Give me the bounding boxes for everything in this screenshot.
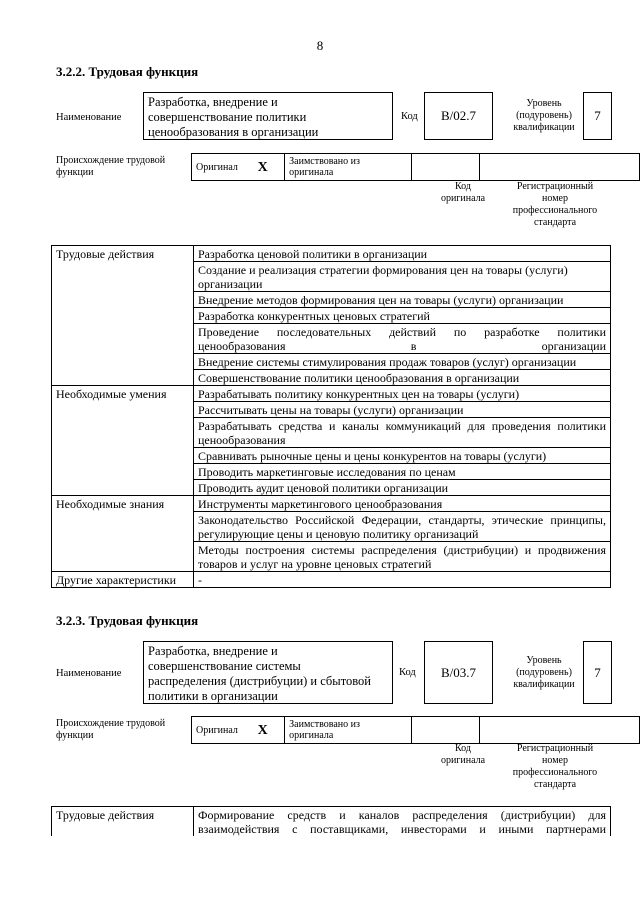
borrowed-line: оригинала xyxy=(289,167,334,178)
table-row: Проводить маркетинговые исследования по ценам xyxy=(194,464,611,480)
caption-line: профессионального xyxy=(512,767,598,778)
borrowed-line: Заимствовано из xyxy=(289,156,360,167)
page-number: 8 xyxy=(316,38,324,53)
level-label-line: Уровень xyxy=(526,98,562,109)
level-label-line: (подуровень) xyxy=(516,667,572,678)
origin-label-line: функции xyxy=(56,730,94,741)
origin-label xyxy=(56,718,165,742)
name-line: ценообразования в организации xyxy=(148,125,319,139)
caption-line: Код xyxy=(455,181,471,192)
level-label xyxy=(500,655,588,691)
original-label: Оригинал xyxy=(192,717,254,744)
level-label xyxy=(500,98,588,134)
level-label-line: (подуровень) xyxy=(516,110,572,121)
code-label: Код xyxy=(399,667,416,678)
origin-table xyxy=(191,716,640,744)
caption-line: номер xyxy=(542,193,568,204)
borrowed-label xyxy=(285,154,412,181)
qualification-level: 7 xyxy=(583,92,612,140)
name-label: Наименование xyxy=(56,112,122,123)
caption-line: Код xyxy=(455,743,471,754)
group-label: Трудовые действия xyxy=(52,807,194,837)
name-line: Разработка, внедрение и xyxy=(148,644,278,658)
caption-line: номер xyxy=(542,755,568,766)
function-name-box xyxy=(143,641,393,704)
name-line: политики в организации xyxy=(148,689,278,703)
section-title: 3.2.3. Трудовая функция xyxy=(56,613,199,628)
table-row: Методы построения системы распределения (дистрибуции) и продвижения товаров и услуг на уровне ценовых стратегий xyxy=(194,542,611,572)
orig-code-cell xyxy=(412,717,480,744)
caption-line: профессионального xyxy=(512,205,598,216)
original-mark: X xyxy=(254,717,285,744)
function-details-table xyxy=(51,806,611,836)
reg-caption xyxy=(503,181,607,229)
name-line: Разработка, внедрение и xyxy=(148,95,278,109)
group-label: Необходимые знания xyxy=(52,496,194,572)
group-label: Другие характеристики xyxy=(52,572,194,588)
table-row: Формирование средств и каналов распределения (дистрибуции) для взаимодействия с поставщиками, инвесторами и иными партнерами xyxy=(194,807,611,837)
code-orig-caption xyxy=(430,181,496,205)
table-row: Рассчитывать цены на товары (услуги) организации xyxy=(194,402,611,418)
orig-code-cell xyxy=(412,154,480,181)
name-label: Наименование xyxy=(56,668,122,679)
name-line: совершенствование системы xyxy=(148,659,301,673)
level-label-line: квалификации xyxy=(513,679,575,690)
reg-caption xyxy=(503,743,607,791)
table-row: Создание и реализация стратегии формирования цен на товары (услуги) организации xyxy=(194,262,611,292)
reg-number-cell xyxy=(480,717,640,744)
reg-number-cell xyxy=(480,154,640,181)
code-orig-caption xyxy=(430,743,496,767)
table-row: Разработка конкурентных ценовых стратегий xyxy=(194,308,611,324)
group-label: Необходимые умения xyxy=(52,386,194,496)
original-mark: X xyxy=(254,154,285,181)
table-row: Внедрение системы стимулирования продаж товаров (услуг) организации xyxy=(194,354,611,370)
origin-label-line: Происхождение трудовой xyxy=(56,718,166,729)
function-details-table xyxy=(51,245,611,588)
caption-line: оригинала xyxy=(440,755,486,766)
level-label-line: квалификации xyxy=(513,122,575,133)
borrowed-label xyxy=(285,717,412,744)
table-row: Законодательство Российской Федерации, стандарты, этические принципы, регулирующие цены и ценовую политику организаций xyxy=(194,512,611,542)
table-row: Сравнивать рыночные цены и цены конкурентов на товары (услуги) xyxy=(194,448,611,464)
qualification-level: 7 xyxy=(583,641,612,704)
table-row: Разработка ценовой политики в организации xyxy=(194,246,611,262)
caption-line: оригинала xyxy=(440,193,486,204)
table-row: Проводить аудит ценовой политики организации xyxy=(194,480,611,496)
caption-line: Регистрационный xyxy=(516,743,594,754)
function-code: B/02.7 xyxy=(424,92,493,140)
section-title: 3.2.2. Трудовая функция xyxy=(56,64,199,79)
group-label: Трудовые действия xyxy=(52,246,194,386)
function-code: B/03.7 xyxy=(424,641,493,704)
code-label: Код xyxy=(401,111,418,122)
origin-label xyxy=(56,155,165,179)
name-line: распределения (дистрибуции) и сбытовой xyxy=(148,674,371,688)
caption-line: стандарта xyxy=(533,779,577,790)
origin-label-line: функции xyxy=(56,167,94,178)
borrowed-line: Заимствовано из xyxy=(289,719,360,730)
table-row: Инструменты маркетингового ценообразования xyxy=(194,496,611,512)
borrowed-line: оригинала xyxy=(289,730,334,741)
original-label: Оригинал xyxy=(192,154,254,181)
table-row: - xyxy=(194,572,611,588)
origin-table xyxy=(191,153,640,181)
name-line: совершенствование политики xyxy=(148,110,307,124)
table-row: Разрабатывать средства и каналы коммуникаций для проведения политики ценообразования xyxy=(194,418,611,448)
caption-line: Регистрационный xyxy=(516,181,594,192)
table-row: Совершенствование политики ценообразования в организации xyxy=(194,370,611,386)
function-name-box xyxy=(143,92,393,140)
table-row: Проведение последовательных действий по разработке политики ценообразования в организации xyxy=(194,324,611,354)
caption-line: стандарта xyxy=(533,217,577,228)
table-row: Внедрение методов формирования цен на товары (услуги) организации xyxy=(194,292,611,308)
table-row: Разрабатывать политику конкурентных цен на товары (услуги) xyxy=(194,386,611,402)
origin-label-line: Происхождение трудовой xyxy=(56,155,166,166)
level-label-line: Уровень xyxy=(526,655,562,666)
